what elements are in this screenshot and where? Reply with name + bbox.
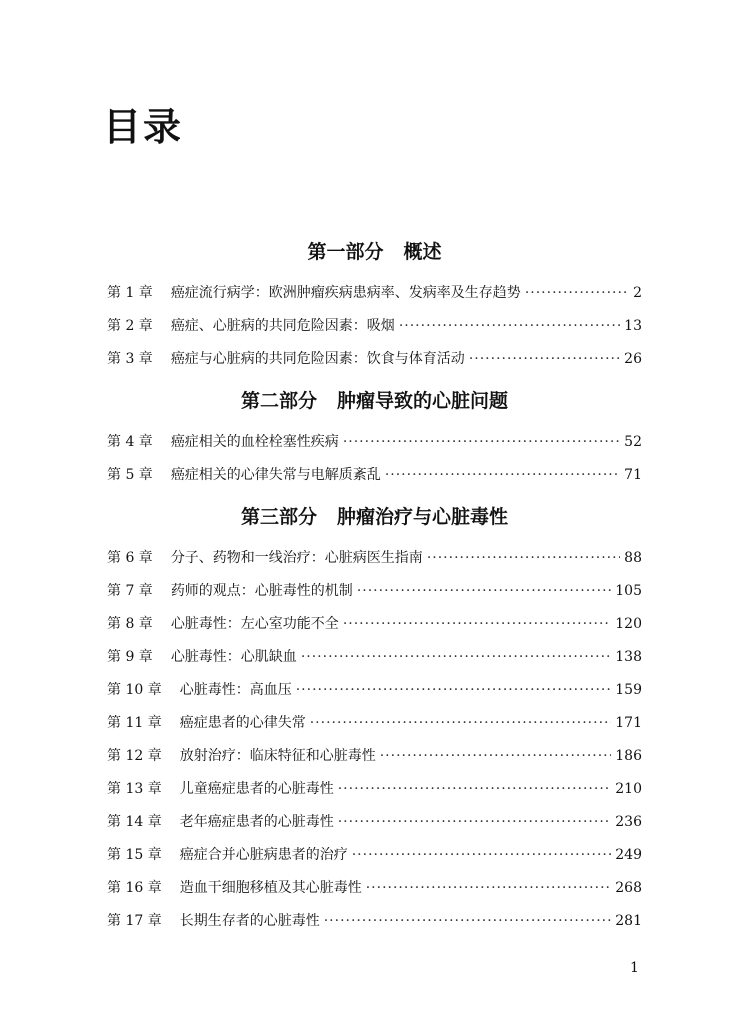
page-ref: 171 xyxy=(615,715,642,731)
page-ref: 120 xyxy=(615,616,642,632)
toc-entry[interactable] xyxy=(107,459,642,492)
chapter-number: 第 12 章 xyxy=(107,748,162,764)
toc-entry[interactable] xyxy=(107,674,642,707)
page-ref: 159 xyxy=(615,682,642,698)
toc-entry[interactable] xyxy=(107,426,642,459)
page-ref: 281 xyxy=(615,913,642,929)
part-heading xyxy=(107,386,642,416)
chapter-number: 第 1 章 xyxy=(107,285,153,301)
part-heading xyxy=(107,237,642,267)
dot-leader xyxy=(427,542,620,575)
chapter-title: 癌症患者的心律失常 xyxy=(179,715,306,731)
chapter-title: 造血干细胞移植及其心脏毒性 xyxy=(179,880,362,896)
page-ref: 88 xyxy=(624,550,642,566)
chapter-title: 心脏毒性：心肌缺血 xyxy=(170,649,297,665)
chapter-title: 放射治疗：临床特征和心脏毒性 xyxy=(179,748,376,764)
dot-leader xyxy=(357,575,611,608)
part-number: 第二部分 xyxy=(240,390,317,412)
toc-entry[interactable] xyxy=(107,839,642,872)
chapter-title: 分子、药物和一线治疗：心脏病医生指南 xyxy=(170,550,423,566)
dot-leader xyxy=(296,674,612,707)
dot-leader xyxy=(525,277,626,310)
toc-entry[interactable] xyxy=(107,773,642,806)
part-name: 肿瘤治疗与心脏毒性 xyxy=(337,506,509,528)
dot-leader xyxy=(301,641,611,674)
chapter-number: 第 15 章 xyxy=(107,847,162,863)
dot-leader xyxy=(310,707,612,740)
dot-leader xyxy=(343,426,620,459)
page-number: 1 xyxy=(630,960,639,976)
chapter-number: 第 17 章 xyxy=(107,913,162,929)
toc-entry[interactable] xyxy=(107,310,642,343)
toc-entry[interactable] xyxy=(107,343,642,376)
page-ref: 236 xyxy=(615,814,642,830)
chapter-number: 第 14 章 xyxy=(107,814,162,830)
toc-part-2 xyxy=(107,386,642,492)
dot-leader xyxy=(366,872,612,905)
page-ref: 186 xyxy=(615,748,642,764)
toc-entry[interactable] xyxy=(107,542,642,575)
dot-leader xyxy=(385,459,620,492)
part-name: 肿瘤导致的心脏问题 xyxy=(337,390,509,412)
toc-entry[interactable] xyxy=(107,641,642,674)
chapter-number: 第 16 章 xyxy=(107,880,162,896)
chapter-title: 心脏毒性：高血压 xyxy=(179,682,292,698)
chapter-title: 癌症、心脏病的共同危险因素：吸烟 xyxy=(170,318,395,334)
chapter-number: 第 13 章 xyxy=(107,781,162,797)
dot-leader xyxy=(399,310,620,343)
toc-part-3 xyxy=(107,502,642,938)
dot-leader xyxy=(343,608,611,641)
part-name: 概述 xyxy=(403,241,442,263)
page-ref: 52 xyxy=(624,434,642,450)
chapter-title: 癌症相关的血栓栓塞性疾病 xyxy=(170,434,339,450)
page-ref: 71 xyxy=(624,467,642,483)
chapter-number: 第 6 章 xyxy=(107,550,153,566)
chapter-number: 第 5 章 xyxy=(107,467,153,483)
part-heading xyxy=(107,502,642,532)
dot-leader xyxy=(352,839,612,872)
table-of-contents xyxy=(107,237,642,942)
dot-leader xyxy=(338,773,612,806)
chapter-title: 心脏毒性：左心室功能不全 xyxy=(170,616,339,632)
chapter-title: 老年癌症患者的心脏毒性 xyxy=(179,814,334,830)
chapter-number: 第 10 章 xyxy=(107,682,162,698)
dot-leader xyxy=(380,740,612,773)
toc-entry[interactable] xyxy=(107,740,642,773)
page-ref: 105 xyxy=(615,583,642,599)
chapter-number: 第 3 章 xyxy=(107,351,153,367)
page-ref: 2 xyxy=(633,285,642,301)
toc-entry[interactable] xyxy=(107,806,642,839)
chapter-title: 药师的观点：心脏毒性的机制 xyxy=(170,583,353,599)
page-ref: 268 xyxy=(615,880,642,896)
chapter-number: 第 9 章 xyxy=(107,649,153,665)
dot-leader xyxy=(338,806,612,839)
chapter-title: 长期生存者的心脏毒性 xyxy=(179,913,320,929)
chapter-title: 癌症与心脏病的共同危险因素：饮食与体育活动 xyxy=(170,351,465,367)
chapter-title: 癌症相关的心律失常与电解质紊乱 xyxy=(170,467,381,483)
toc-entry[interactable] xyxy=(107,575,642,608)
toc-entry[interactable] xyxy=(107,608,642,641)
dot-leader xyxy=(324,905,612,938)
page-ref: 26 xyxy=(624,351,642,367)
page-ref: 210 xyxy=(615,781,642,797)
page-title: 目录 xyxy=(103,105,184,149)
part-number: 第一部分 xyxy=(307,241,384,263)
page-ref: 138 xyxy=(615,649,642,665)
chapter-number: 第 8 章 xyxy=(107,616,153,632)
chapter-number: 第 11 章 xyxy=(107,715,162,731)
page-ref: 13 xyxy=(624,318,642,334)
chapter-number: 第 2 章 xyxy=(107,318,153,334)
chapter-number: 第 7 章 xyxy=(107,583,153,599)
part-number: 第三部分 xyxy=(240,506,317,528)
chapter-title: 癌症流行病学：欧洲肿瘤疾病患病率、发病率及生存趋势 xyxy=(170,285,521,301)
chapter-title: 癌症合并心脏病患者的治疗 xyxy=(179,847,348,863)
toc-entry[interactable] xyxy=(107,277,642,310)
toc-entry[interactable] xyxy=(107,872,642,905)
toc-part-1 xyxy=(107,237,642,376)
page-ref: 249 xyxy=(615,847,642,863)
toc-entry[interactable] xyxy=(107,905,642,938)
toc-entry[interactable] xyxy=(107,707,642,740)
chapter-number: 第 4 章 xyxy=(107,434,153,450)
dot-leader xyxy=(469,343,620,376)
chapter-title: 儿童癌症患者的心脏毒性 xyxy=(179,781,334,797)
